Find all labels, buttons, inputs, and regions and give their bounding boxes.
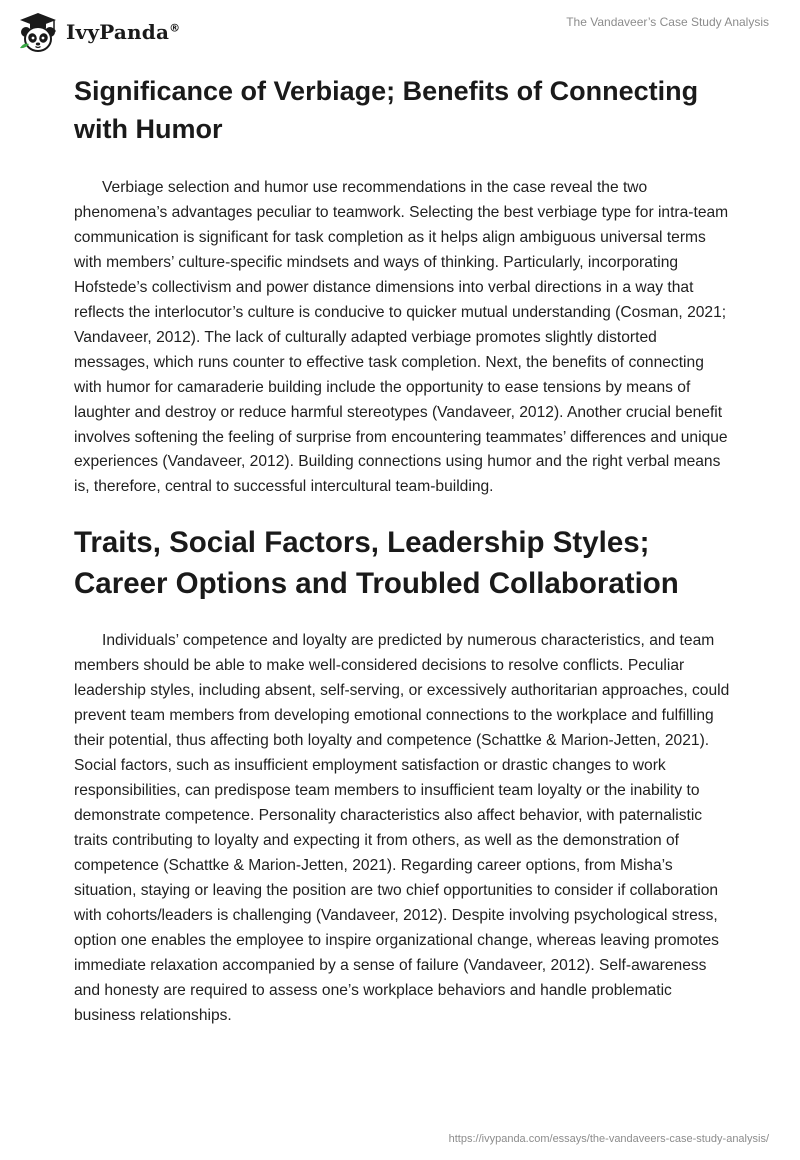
- section-paragraph-verbiage-humor: Verbiage selection and humor use recommendations in the case reveal the two phenomena’s advantages peculiar to teamwork. Selecting the best verbiage type for intra-team communication is significant for task completion as it helps align ambiguous universal terms with members’ culture-specific mindsets and ways of thinking. Particularly, incorporating Hofstede’s collectivism and power distance dimensions into verbal directions in a way that reflects the interlocutor’s culture is conducive to quicker mutual understanding (Cosman, 2021; Vandaveer, 2012). The lack of culturally adapted verbiage promotes slightly distorted messages, which runs counter to effective task completion. Next, the benefits of connecting with humor for camaraderie building include the opportunity to ease tensions by means of laughter and destroy or reduce harmful stereotypes (Vandaveer, 2012). Another crucial benefit involves softening the feeling of surprise from encountering teammates’ differences and unique experiences (Vandaveer, 2012). Building connections using humor and the right verbal means is, therefore, central to successful intercultural team-building.: [74, 179, 729, 496]
- essay-content: [74, 72, 734, 1029]
- ivypanda-logo[interactable]: [16, 10, 180, 54]
- logo-wordmark: IvyPanda®: [66, 20, 181, 44]
- source-url[interactable]: https://ivypanda.com/essays/the-vandaveers-case-study-analysis/: [448, 1133, 769, 1145]
- section-heading-traits-career: Traits, Social Factors, Leadership Styles; Career Options and Troubled Collaboration: [74, 526, 679, 601]
- section-heading-verbiage-humor: Significance of Verbiage; Benefits of Connecting with Humor: [74, 76, 699, 144]
- document-title: The Vandaveer’s Case Study Analysis: [566, 15, 769, 29]
- panda-graduate-icon: [16, 10, 60, 54]
- page-header: [0, 0, 800, 64]
- section-paragraph-traits-career: Individuals’ competence and loyalty are predicted by numerous characteristics, and team members should be able to make well-considered decisions to resolve conflicts. Peculiar leadership styles, including absent, self-serving, or excessively authoritarian approaches, could prevent team members from developing emotional connections to the workplace and fulfilling their potential, thus affecting both loyalty and competence (Schattke & Marion-Jetten, 2021). Social factors, such as insufficient employment satisfaction or drastic changes to work responsibilities, can predispose team members to insufficient team loyalty or the inability to demonstrate competence. Personality characteristics also affect behavior, with paternalistic traits contributing to loyalty and expecting it from others, as well as the demonstration of competence (Schattke & Marion-Jetten, 2021). Regarding career options, from Misha’s situation, staying or leaving the position are two chief opportunities to consider if collaboration with cohorts/leaders is challenging (Vandaveer, 2012). Despite involving psychological stress, option one enables the employee to inspire organizational change, whereas leaving promotes immediate relaxation accompanied by a sense of failure (Vandaveer, 2012). Self-awareness and honesty are required to assess one’s workplace behaviors and handle problematic business relationships.: [74, 632, 730, 1024]
